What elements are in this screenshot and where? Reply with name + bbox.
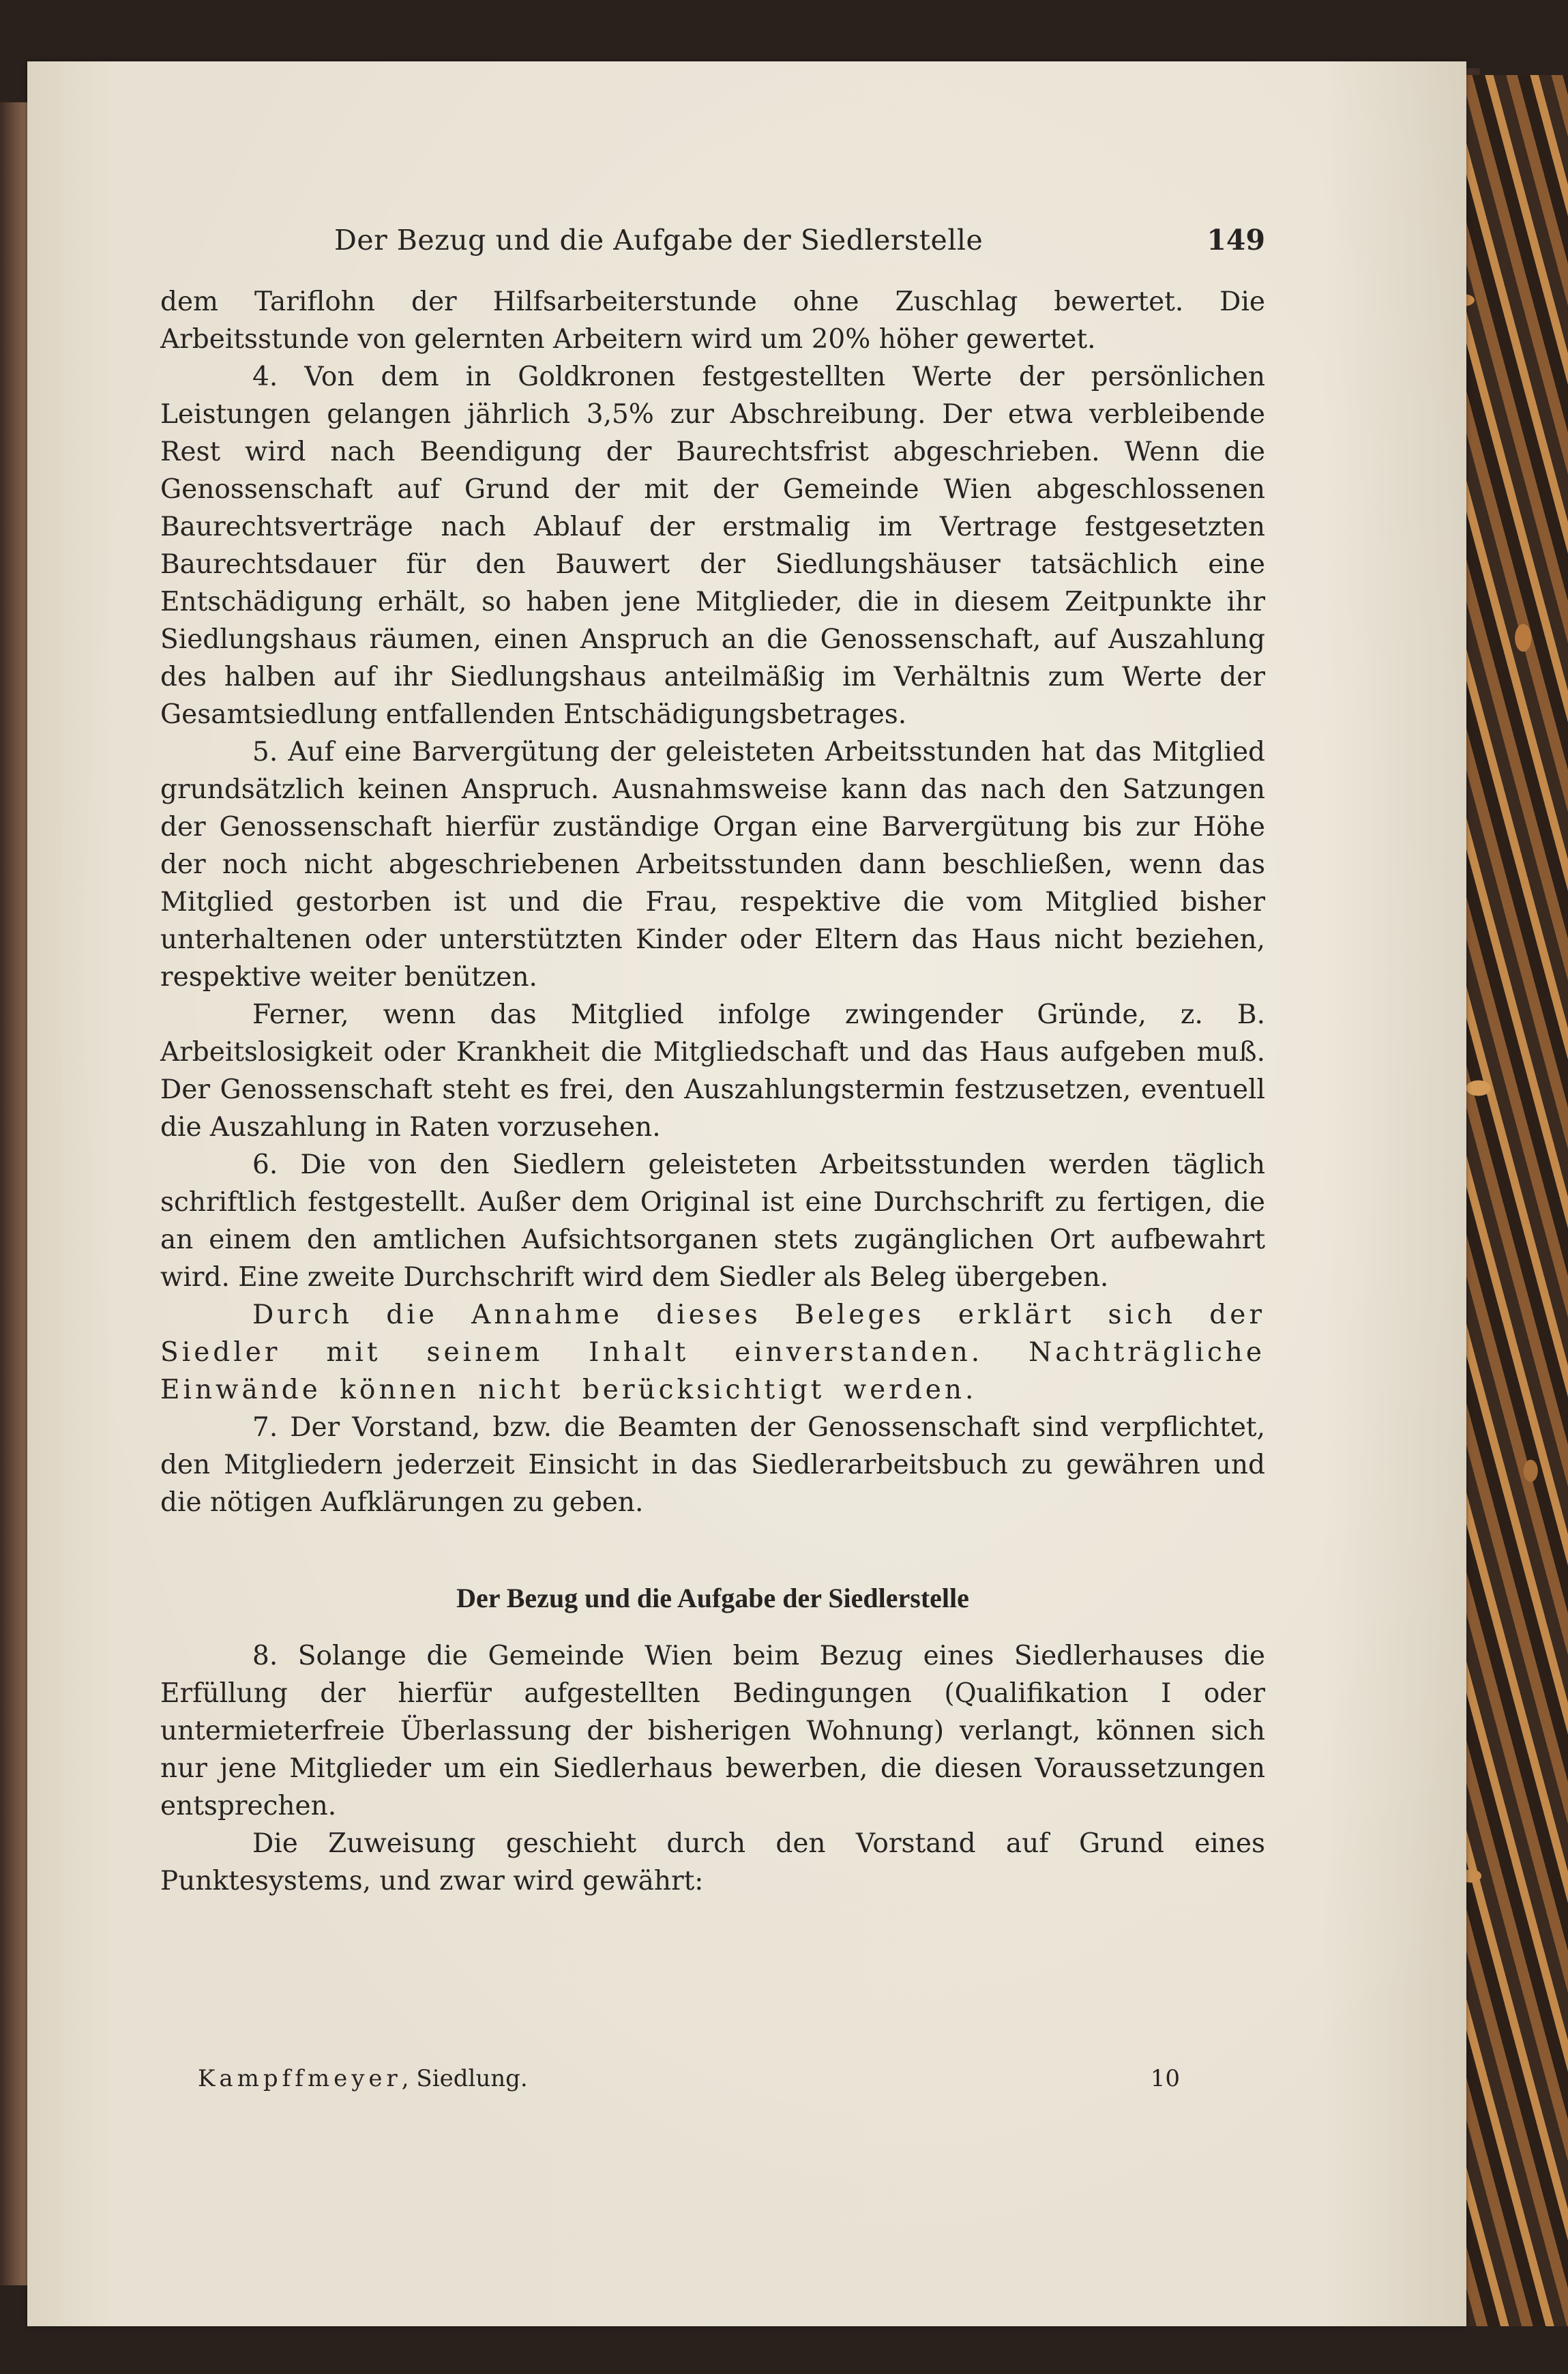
paragraph-6-spaced-note: Durch die Annahme dieses Beleges erklärt sich der Siedler mit seinem Inhalt einverstanden. Nachträgliche Einwände können nicht berücksichtigt werden. xyxy=(160,1300,1265,1405)
paragraph-7: 7. Der Vorstand, bzw. die Beamten der Genossenschaft sind verpflichtet, den Mitgliedern jederzeit Einsicht in das Siedlerarbeitsbuch zu gewähren und die nötigen Aufklärungen zu geben. xyxy=(160,1412,1265,1518)
signature-mark: 10 xyxy=(1150,2065,1180,2092)
author-name: Kampffmeyer xyxy=(198,2065,402,2092)
page-footer xyxy=(198,2060,1180,2098)
paragraph-5: 5. Auf eine Barvergütung der geleisteten Arbeitsstunden hat das Mitglied grundsätzlich keinen Anspruch. Ausnahmsweise kann das nach den Satzungen der Genossenschaft hierfür zuständige Organ eine Barvergütung bis zur Höhe der noch nicht abgeschriebenen Arbeitsstunden dann beschließen, wenn das Mitglied gestorben ist und die Frau, respektive die vom Mitglied bisher unterhaltenen oder unterstützten Kinder oder Eltern das Haus nicht beziehen, respektive weiter benützen. xyxy=(160,737,1265,993)
author-suffix: , Siedlung. xyxy=(401,2065,528,2092)
paragraph-5-continued: Ferner, wenn das Mitglied infolge zwingender Gründe, z. B. Arbeitslosigkeit oder Krankheit die Mitgliedschaft und das Haus aufgeben muß. Der Genossenschaft steht es frei, den Auszahlungstermin festzusetzen, eventuell die Auszahlung in Raten vorzusehen. xyxy=(160,999,1265,1143)
paragraph-continuation: dem Tariflohn der Hilfsarbeiterstunde ohne Zuschlag bewertet. Die Arbeitsstunde von gelernten Arbeitern wird um 20% höher gewertet. xyxy=(160,287,1265,355)
running-head xyxy=(160,222,1265,263)
running-title: Der Bezug und die Aufgabe der Siedlerstelle xyxy=(334,224,983,257)
paragraph-6: 6. Die von den Siedlern geleisteten Arbeitsstunden werden täglich schriftlich festgestellt. Außer dem Original ist eine Durchschrift zu fertigen, die an einem den amtlichen Aufsichtsorganen stets zugänglichen Ort aufbewahrt wird. Eine zweite Durchschrift wird dem Siedler als Beleg übergeben. xyxy=(160,1149,1265,1293)
page-body xyxy=(160,283,1265,1900)
paragraph-8-continued: Die Zuweisung geschieht durch den Vorstand auf Grund eines Punktesystems, und zwar wird gewährt: xyxy=(160,1828,1265,1896)
section-heading: Der Bezug und die Aufgabe der Siedlerstelle xyxy=(456,1583,969,1613)
paragraph-4: 4. Von dem in Goldkronen festgestellten Werte der persönlichen Leistungen gelangen jährlich 3,5% zur Abschreibung. Der etwa verbleibende Rest wird nach Beendigung der Baurechtsfrist abgeschrieben. Wenn die Genossenschaft auf Grund der mit der Gemeinde Wien abgeschlossenen Baurechtsverträge nach Ablauf der erstmalig im Vertrage festgesetzten Baurechtsdauer für den Bauwert der Siedlungshäuser tatsächlich eine Entschädigung erhält, so haben jene Mitglieder, die in diesem Zeitpunkte ihr Siedlungshaus räumen, einen Anspruch an die Genossenschaft, auf Auszahlung des halben auf ihr Siedlungshaus anteilmäßig im Verhältnis zum Werte der Gesamtsiedlung entfallenden Entschädigungsbetrages. xyxy=(160,362,1265,730)
footer-author xyxy=(198,2060,528,2098)
book-page xyxy=(27,61,1466,2326)
paragraph-8: 8. Solange die Gemeinde Wien beim Bezug eines Siedlerhauses die Erfüllung der hierfür aufgestellten Bedingungen (Qualifikation I oder untermieterfreie Überlassung der bisherigen Wohnung) verlangt, können sich nur jene Mitglieder um ein Siedlerhaus bewerben, die diesen Voraussetzungen entsprechen. xyxy=(160,1641,1265,1821)
page-number: 149 xyxy=(1207,224,1265,257)
